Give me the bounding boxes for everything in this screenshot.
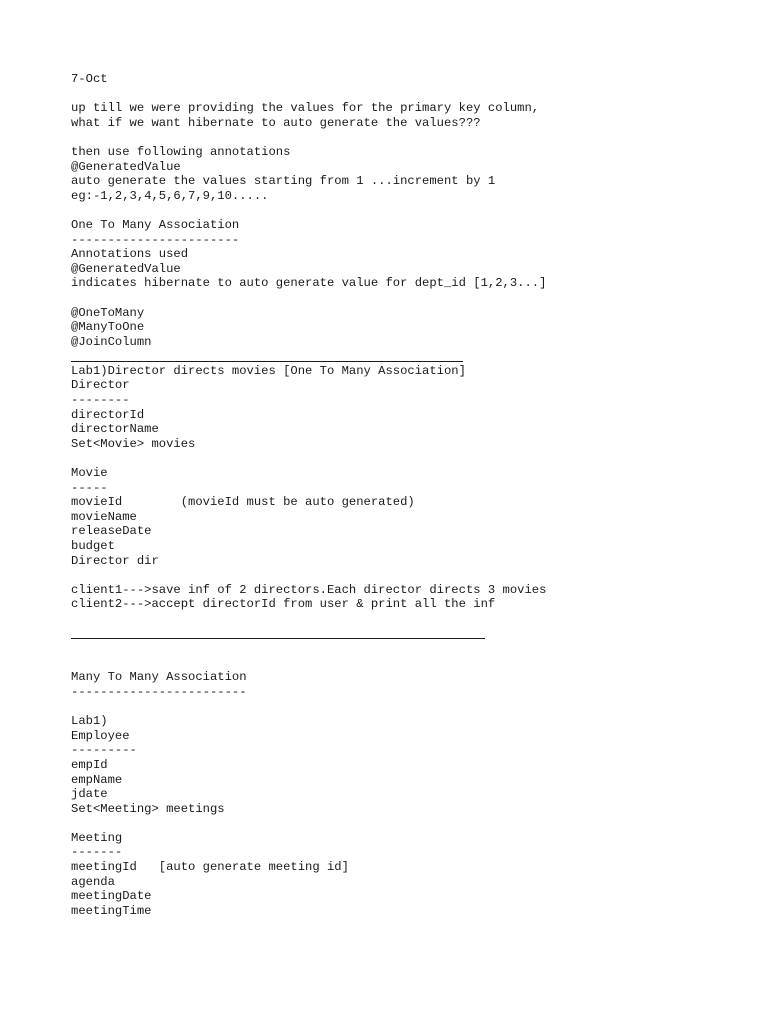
movie-title: Movie — [71, 466, 108, 481]
lab1-director-heading: Lab1)Director directs movies [One To Many Association] — [71, 363, 466, 378]
separator-rule — [71, 627, 761, 642]
client-line: client1--->save inf of 2 directors.Each director directs 3 movies — [71, 582, 547, 597]
blank-line — [71, 451, 761, 466]
director-field: directorName — [71, 422, 159, 437]
intro-line-1: up till we were providing the values for the primary key column, — [71, 101, 540, 116]
director-field: directorId — [71, 407, 145, 422]
blank-line — [71, 87, 761, 102]
annotation-line: @OneToMany — [71, 305, 145, 320]
movie-field: budget — [71, 539, 115, 553]
client-line: client2--->accept directorId from user & print all the inf — [71, 597, 496, 612]
notes-text — [71, 72, 761, 918]
blank-line — [71, 568, 761, 583]
annotation-line: @ManyToOne — [71, 320, 145, 335]
blank-line — [71, 656, 761, 671]
meeting-field: meetingTime — [71, 903, 152, 918]
intro-line-2: what if we want hibernate to auto generate the values??? — [71, 115, 481, 130]
annotations-note-line: then use following annotations — [71, 144, 291, 159]
employee-field: jdate — [71, 787, 108, 802]
meeting-field: agenda — [71, 874, 115, 889]
lab-label: Lab1) — [71, 714, 108, 729]
one-to-many-line: Annotations used — [71, 247, 189, 262]
one-to-many-line: @GeneratedValue — [71, 261, 181, 276]
movie-field: movieId (movieId must be auto generated) — [71, 495, 415, 510]
employee-field: Set<Meeting> meetings — [71, 801, 225, 816]
employee-underline: --------- — [71, 743, 137, 758]
annotation-line: @JoinColumn — [71, 334, 152, 349]
date-line: 7-Oct — [71, 72, 108, 86]
blank-line — [71, 700, 761, 715]
blank-line — [71, 641, 761, 656]
director-title: Director — [71, 378, 130, 393]
movie-field: releaseDate — [71, 524, 152, 539]
blank-line — [71, 612, 761, 627]
movie-field: Director dir — [71, 553, 159, 568]
separator-rule — [71, 349, 761, 364]
employee-title: Employee — [71, 728, 130, 743]
blank-line — [71, 130, 761, 145]
annotations-note-line: eg:-1,2,3,4,5,6,7,9,10..... — [71, 188, 269, 203]
many-to-many-underline: ------------------------ — [71, 684, 247, 699]
one-to-many-title: One To Many Association — [71, 217, 240, 232]
blank-line — [71, 203, 761, 218]
employee-field: empId — [71, 757, 108, 772]
blank-line — [71, 816, 761, 831]
movie-field: movieName — [71, 509, 137, 524]
blank-line — [71, 291, 761, 306]
director-underline: -------- — [71, 393, 130, 408]
meeting-underline: ------- — [71, 845, 123, 860]
employee-field: empName — [71, 772, 123, 787]
movie-underline: ----- — [71, 480, 108, 495]
meeting-title: Meeting — [71, 830, 123, 845]
annotations-note-line: auto generate the values starting from 1 ...increment by 1 — [71, 174, 496, 189]
one-to-many-line: indicates hibernate to auto generate value for dept_id [1,2,3...] — [71, 276, 547, 291]
one-to-many-underline: ----------------------- — [71, 232, 240, 247]
director-field: Set<Movie> movies — [71, 436, 196, 451]
many-to-many-title: Many To Many Association — [71, 670, 247, 685]
meeting-field: meetingDate — [71, 889, 152, 904]
annotations-note-line: @GeneratedValue — [71, 159, 181, 174]
meeting-field: meetingId [auto generate meeting id] — [71, 860, 349, 875]
